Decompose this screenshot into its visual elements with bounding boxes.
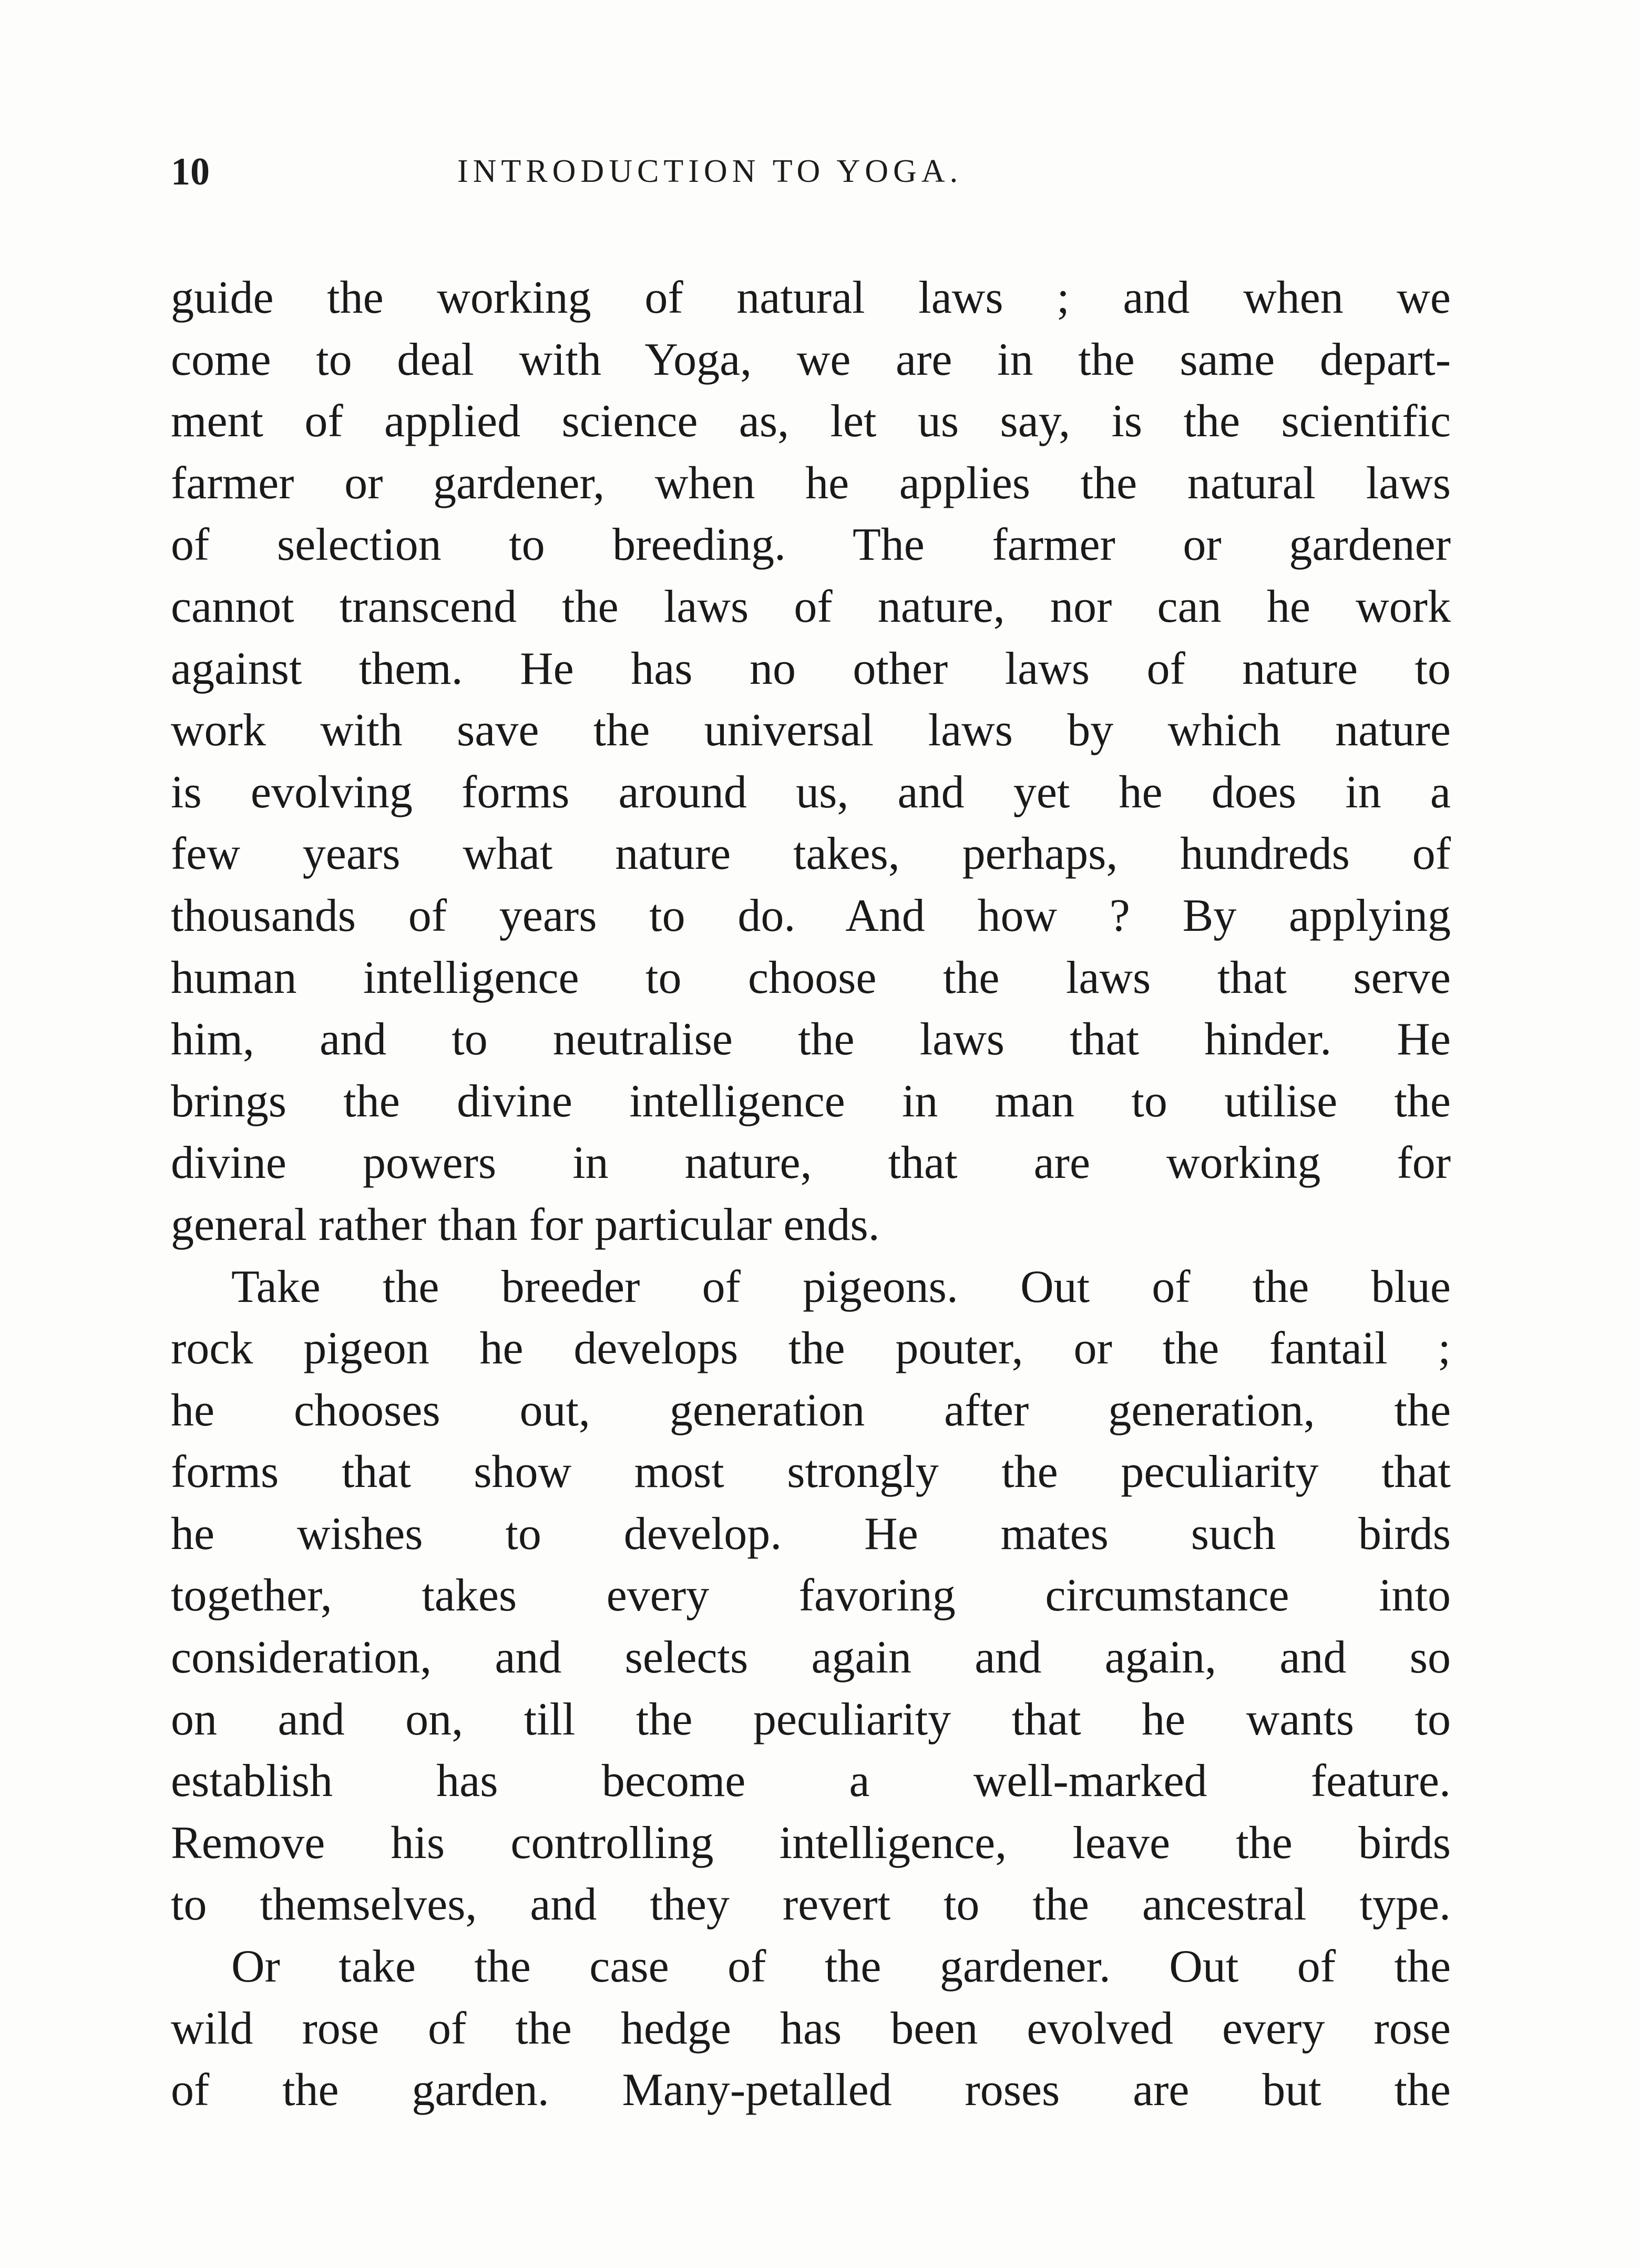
body-text (171, 267, 1451, 2121)
text-line: farmer or gardener, when he applies the natural laws (171, 457, 1451, 509)
text-line: of selection to breeding. The farmer or gardener (171, 519, 1451, 571)
text-line: forms that show most strongly the peculiarity that (171, 1446, 1451, 1498)
text-line: of the garden. Many-petalled roses are but the (171, 2065, 1451, 2116)
text-line: human intelligence to choose the laws that serve (171, 952, 1451, 1003)
text-line: together, takes every favoring circumstance into (171, 1570, 1451, 1622)
text-line: him, and to neutralise the laws that hinder. He (171, 1014, 1451, 1065)
text-line: guide the working of natural laws ; and when we (171, 272, 1451, 323)
text-line: he chooses out, generation after generation, the (171, 1384, 1451, 1436)
text-line: thousands of years to do. And how ? By applying (171, 890, 1451, 941)
text-line: is evolving forms around us, and yet he does in a (171, 766, 1451, 818)
page-header (171, 150, 1170, 197)
text-line: on and on, till the peculiarity that he wants to (171, 1694, 1451, 1745)
text-line: consideration, and selects again and again, and so (171, 1632, 1451, 1684)
paragraph-start-line: Or take the case of the gardener. Out of the (231, 1941, 1451, 1993)
page-number: 10 (171, 150, 210, 193)
text-line: ment of applied science as, let us say, is the scientific (171, 396, 1451, 447)
text-line: work with save the universal laws by which nature (171, 705, 1451, 756)
text-line: rock pigeon he develops the pouter, or the fantail ; (171, 1323, 1451, 1374)
running-title: INTRODUCTION TO YOGA. (457, 153, 963, 189)
text-line: establish has become a well-marked feature. (171, 1756, 1451, 1807)
paragraph-start-line: Take the breeder of pigeons. Out of the blue (231, 1261, 1451, 1312)
paragraph-end-line: to themselves, and they revert to the ancestral type. (171, 1879, 1451, 1931)
text-line: cannot transcend the laws of nature, nor can he work (171, 581, 1451, 632)
text-line: he wishes to develop. He mates such birds (171, 1508, 1451, 1559)
text-line: brings the divine intelligence in man to utilise the (171, 1075, 1451, 1127)
text-line: divine powers in nature, that are working for (171, 1137, 1451, 1189)
paragraph-end-line: general rather than for particular ends. (171, 1199, 880, 1250)
text-line: come to deal with Yoga, we are in the same depart- (171, 334, 1451, 385)
text-line: against them. He has no other laws of nature to (171, 643, 1451, 694)
text-line: few years what nature takes, perhaps, hundreds of (171, 828, 1451, 880)
text-line: Remove his controlling intelligence, leave the birds (171, 1817, 1451, 1869)
text-line: wild rose of the hedge has been evolved every rose (171, 2003, 1451, 2054)
